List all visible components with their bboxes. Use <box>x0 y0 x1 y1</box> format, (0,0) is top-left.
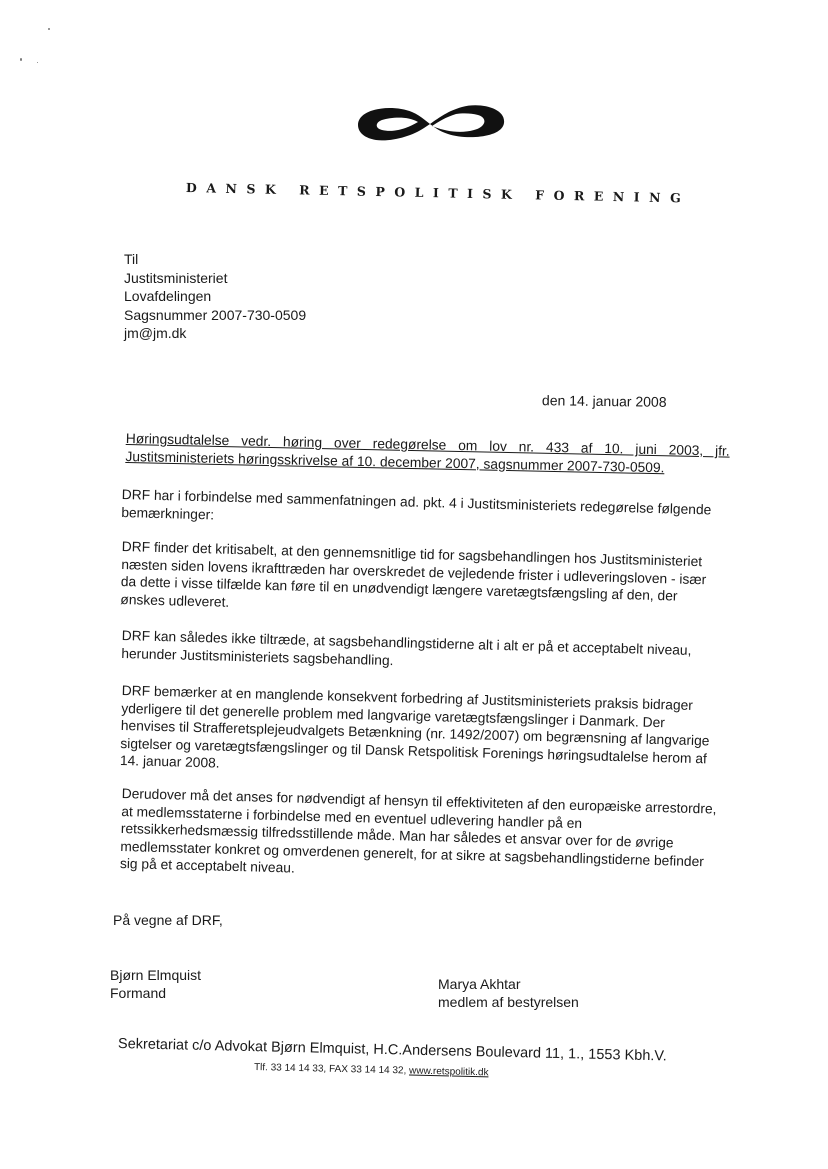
recipient-line: Lovafdelingen <box>124 288 212 304</box>
recipient-line: Til <box>124 251 139 267</box>
recipient-address <box>124 250 306 343</box>
body-paragraph-5: Derudover må det anses for nødvendigt af hensyn til effektiviteten af den europæiske arrestordre, at medlemsstaterne i forbindelse med en eventuel udlevering handler på en retssikkerhedsmæssig tilfredsstillende måde. Man har således et ansvar over for de øvrige medlemsstater konkret og omverdenen generelt, for at sikre at sagsbehandlingstiderne befinder sig på et acceptabelt niveau. <box>119 785 717 876</box>
signature-block-board-member <box>438 975 579 1011</box>
recipient-line: Sagsnummer 2007-730-0509 <box>124 306 307 323</box>
footer-contact <box>254 1062 489 1078</box>
body-paragraph-4: DRF bemærker at en manglende konsekvent forbedring af Justitsministeriets praksis bidrager yderligere til det generelle problem med langvarige varetægtsfængslinger i Danmark. Der henvises til Strafferetsplejeudvalgets Betænkning (nr. 1492/2007) om begrænsning af langvarige sigtelser og varetægtsfængslinger og til Dansk Retspolitisk Forenings høringsudtalelse herom af 14. januar 2008. <box>119 682 710 771</box>
organization-name: DANSK RETSPOLITISK FORENING <box>185 180 691 206</box>
recipient-email: jm@jm.dk <box>124 325 187 341</box>
infinity-knot-logo-icon <box>352 98 516 148</box>
signature-block-chair <box>110 966 201 1002</box>
body-paragraph-3: DRF kan således ikke tiltræde, at sagsbehandlingstiderne alt i alt er på et acceptabelt niveau, herunder Justitsministeriets sagsbehandling. <box>121 627 692 668</box>
subject-line: Høringsudtalelse vedr. høring over redegørelse om lov nr. 433 af 10. juni 2003, jfr. Justitsministeriets høringsskrivelse af 10. december 2007, sagsnummer 2007-730-0509. <box>125 430 730 475</box>
footer-phone-fax: Tlf. 33 14 14 33, FAX 33 14 14 32, <box>253 1062 407 1077</box>
body-paragraph-1: DRF har i forbindelse med sammenfatningen ad. pkt. 4 i Justitsministeriets redegørelse følgende bemærkninger: <box>121 486 712 522</box>
footer-website-link[interactable]: www.retspolitik.dk <box>408 1065 489 1079</box>
signatory-name: Bjørn Elmquist <box>110 967 202 983</box>
signatory-title: Formand <box>110 985 167 1001</box>
signatory-title: medlem af bestyrelsen <box>438 994 579 1010</box>
recipient-line: Justitsministeriet <box>124 269 228 286</box>
signatory-name: Marya Akhtar <box>438 976 521 992</box>
footer-address: Sekretariat c/o Advokat Bjørn Elmquist, H.C.Andersens Boulevard 11, 1., 1553 Kbh.V. <box>117 1036 667 1065</box>
letter-date: den 14. januar 2008 <box>541 392 667 410</box>
closing-phrase: På vegne af DRF, <box>113 912 223 928</box>
body-paragraph-2: DRF finder det kritisabelt, at den gennemsnitlige tid for sagsbehandlingen hos Justitsministeriet næsten siden lovens ikrafttræden har overskredet de vejledende frister i udleveringsloven - især da dette i visse tilfælde kan føre til en unødvendigt længere varetægtsfængsling af den, der ønskes udleveret. <box>120 538 707 610</box>
